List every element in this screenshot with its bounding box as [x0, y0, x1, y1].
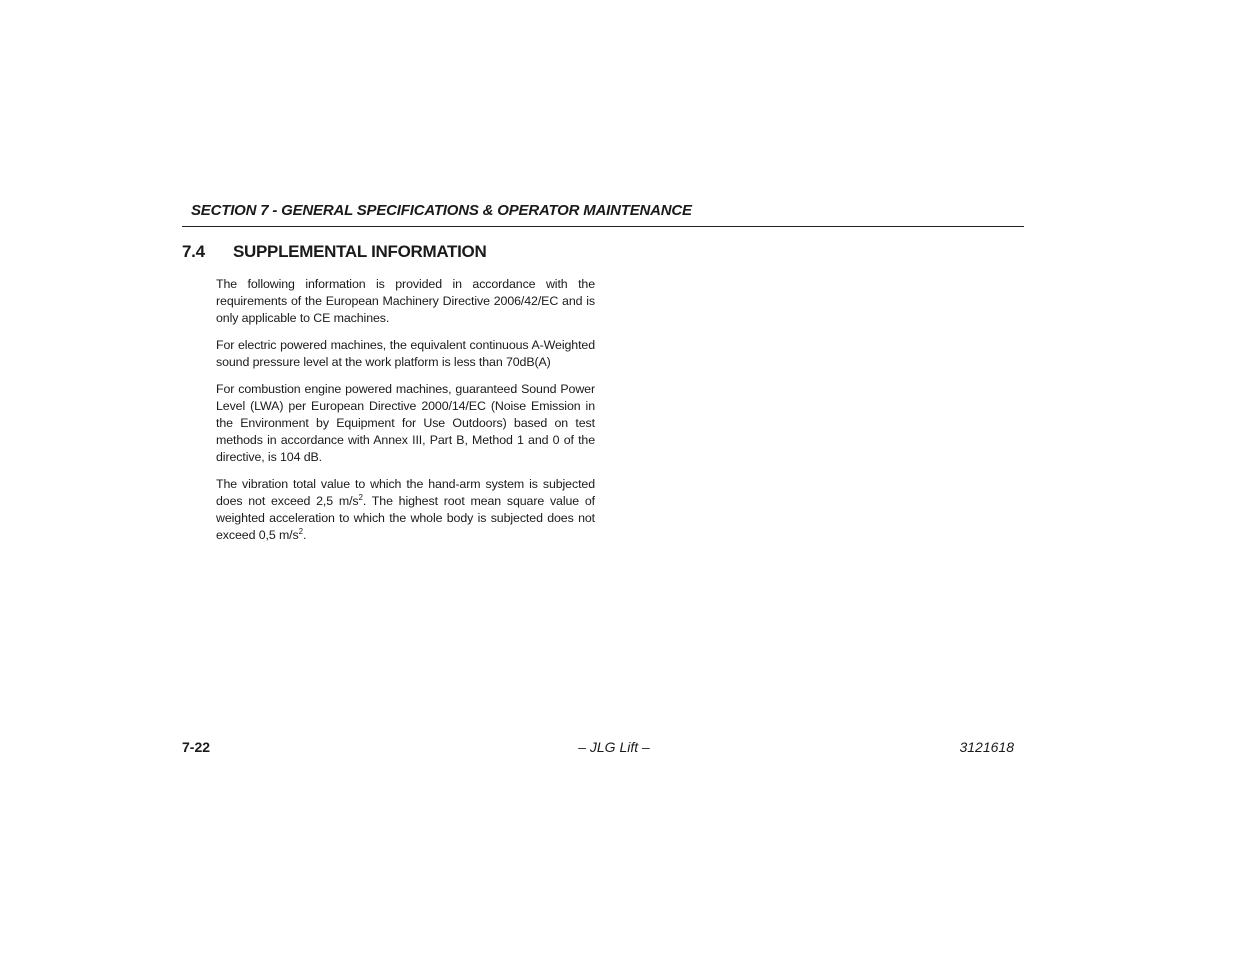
- paragraph-sound-pressure: For electric powered machines, the equivalent continuous A-Weighted sound pressure level at the work platform is less than 70dB(A): [216, 338, 595, 369]
- vibration-text-1: The vibration total value to which the hand-arm system is subjected does not exceed 2,5 m/s: [216, 477, 595, 508]
- page-number: 7-22: [182, 739, 211, 755]
- superscript-2: 2: [298, 527, 303, 536]
- footer-brand: – JLG Lift –: [578, 739, 650, 755]
- section-heading: [182, 242, 486, 262]
- superscript-1: 2: [358, 493, 363, 502]
- heading-title: SUPPLEMENTAL INFORMATION: [233, 242, 487, 261]
- paragraph-ce-applicability: The following information is provided in accordance with the requirements of the European Machinery Directive 2006/42/EC and is only applicable to CE machines.: [216, 277, 595, 325]
- header-rule: [182, 226, 1024, 227]
- vibration-text-2: . The highest root mean square value of weighted acceleration to which the whole body is subjected does not exceed 0,5 m/s: [216, 494, 595, 542]
- vibration-text-3: .: [302, 528, 307, 542]
- paragraph-vibration: [216, 476, 595, 544]
- paragraph-sound-power: For combustion engine powered machines, guaranteed Sound Power Level (LWA) per European Directive 2000/14/EC (Noise Emission in the Environment by Equipment for Use Outdoors) based on test methods in accordance with Annex III, Part B, Method 1 and 0 of the directive, is 104 dB.: [216, 382, 595, 464]
- body-content: [216, 276, 595, 554]
- heading-number: 7.4: [182, 242, 205, 261]
- section-header: SECTION 7 - GENERAL SPECIFICATIONS & OPERATOR MAINTENANCE: [191, 202, 692, 219]
- document-number: 3121618: [959, 739, 1014, 755]
